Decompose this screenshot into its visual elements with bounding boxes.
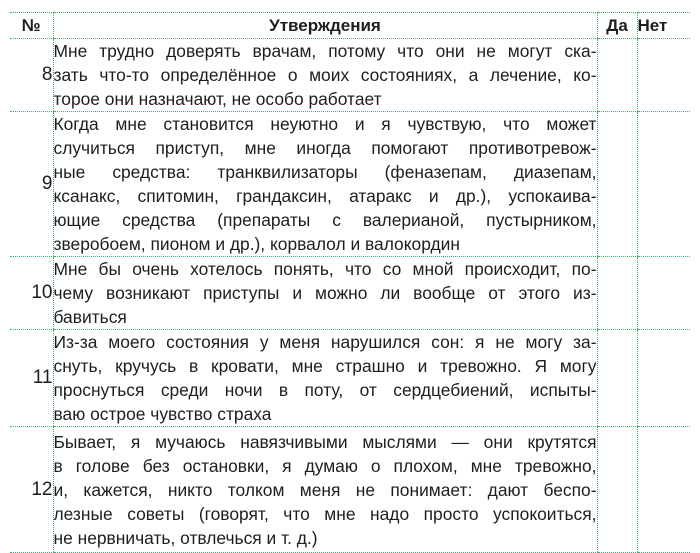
header-yes: Да <box>597 13 637 39</box>
statement-line: торое они назначают, не особо работает <box>53 89 382 109</box>
answer-no-cell[interactable] <box>637 112 690 257</box>
table-row <box>10 257 690 330</box>
table-row <box>10 427 690 553</box>
statement-line: Бывает, я мучаюсь навязчивыми мыслями — они крутятся <box>53 431 597 452</box>
row-number: 8 <box>10 39 53 112</box>
statement-line: ные средства: транквилизаторы (феназепам, диазепам, <box>53 162 597 182</box>
table-row <box>10 39 690 112</box>
row-number: 11 <box>10 330 53 427</box>
header-row <box>10 13 690 39</box>
statement-line: не нервничать, отвлечься и т. д.) <box>53 527 318 548</box>
answer-no-cell[interactable] <box>637 257 690 330</box>
statement-line: Мне трудно доверять врачам, потому что они не могут ска- <box>53 41 597 61</box>
statement-line: в голове без остановки, я думаю о плохом, мне тревожно, <box>53 455 597 476</box>
answer-yes-cell[interactable] <box>597 112 637 257</box>
questionnaire-table <box>10 12 690 553</box>
statement-line: проснуться среди ночи в поту, от сердцебиений, испыты- <box>53 380 597 400</box>
header-number: № <box>10 13 53 39</box>
statement-line: зверобоем, пионом и др.), корвалол и валокордин <box>53 234 460 254</box>
statement-text <box>53 257 597 330</box>
answer-yes-cell[interactable] <box>597 330 637 427</box>
statement-line: чему возникают приступы и можно ли вообще от этого из- <box>53 283 597 303</box>
table-row <box>10 330 690 427</box>
statement-line: снуть, кручусь в кровати, мне страшно и тревожно. Я могу <box>53 356 597 376</box>
answer-no-cell[interactable] <box>637 330 690 427</box>
statement-line: Когда мне становится неуютно и я чувствую, что может <box>53 114 597 134</box>
statement-line: Мне бы очень хотелось понять, что со мной происходит, по- <box>53 259 597 279</box>
statement-text <box>53 39 597 112</box>
statement-text <box>53 427 597 553</box>
answer-no-cell[interactable] <box>637 39 690 112</box>
statement-line: ваю острое чувство страха <box>53 404 272 424</box>
table-row <box>10 112 690 257</box>
header-statements: Утверждения <box>53 13 597 39</box>
statement-line: ющие средства (препараты с валерианой, пустырником, <box>53 210 597 230</box>
row-number: 12 <box>10 427 53 553</box>
answer-yes-cell[interactable] <box>597 427 637 553</box>
statement-line: ксанакс, спитомин, грандаксин, атаракс и др.), успокаива- <box>53 186 597 206</box>
statement-text <box>53 112 597 257</box>
answer-yes-cell[interactable] <box>597 257 637 330</box>
statement-line: лезные советы (говорят, что мне надо просто успокоиться, <box>53 503 597 524</box>
statement-text <box>53 330 597 427</box>
row-number: 9 <box>10 112 53 257</box>
statement-line: бавиться <box>53 307 127 327</box>
answer-yes-cell[interactable] <box>597 39 637 112</box>
statement-line: и, кажется, никто толком меня не понимает: дают беспо- <box>53 479 597 500</box>
header-no: Нет <box>637 13 690 39</box>
statement-line: Из-за моего состояния у меня нарушился сон: я не могу за- <box>53 332 597 352</box>
statement-line: случиться приступ, мне иногда помогают противотревож- <box>53 138 597 158</box>
row-number: 10 <box>10 257 53 330</box>
statement-line: зать что-то определённое о моих состояниях, а лечение, ко- <box>53 65 597 85</box>
answer-no-cell[interactable] <box>637 427 690 553</box>
